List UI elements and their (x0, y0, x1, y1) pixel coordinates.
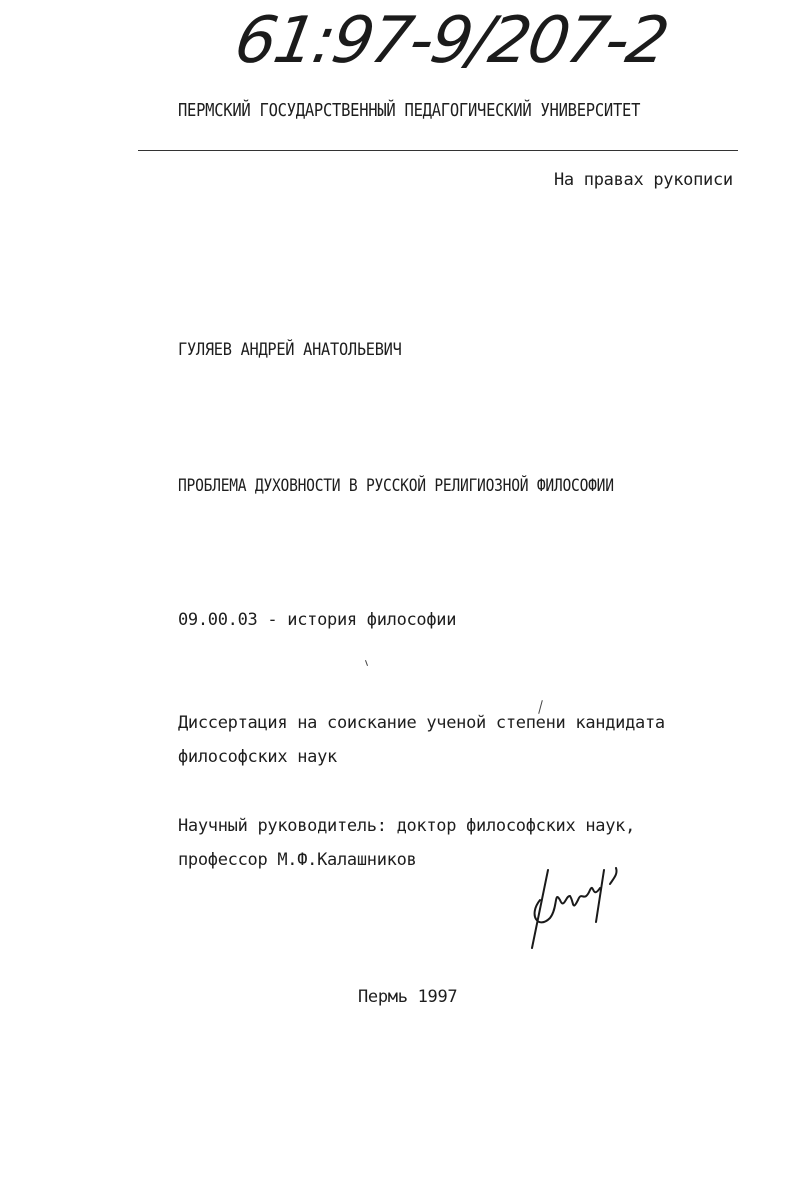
degree-statement-line-1: Диссертация на соискание ученой степени кандидата (178, 713, 665, 733)
university-name: ПЕРМСКИЙ ГОСУДАРСТВЕННЫЙ ПЕДАГОГИЧЕСКИЙ УНИВЕРСИТЕТ (178, 100, 641, 121)
thesis-title: ПРОБЛЕМА ДУХОВНОСТИ В РУССКОЙ РЕЛИГИОЗНОЙ ФИЛОСОФИИ (178, 476, 614, 496)
advisor-line-2: профессор М.Ф.Калашников (178, 850, 417, 870)
scan-speck (538, 700, 543, 714)
specialty-code: 09.00.03 - история философии (178, 610, 457, 630)
city-year: Пермь 1997 (358, 987, 458, 1007)
header-divider (138, 150, 738, 151)
author-name: ГУЛЯЕВ АНДРЕЙ АНАТОЛЬЕВИЧ (178, 340, 402, 360)
advisor-line-1: Научный руководитель: доктор философских наук, (178, 816, 636, 836)
archive-number-stamp: 61:97-9/207-2 (229, 4, 673, 78)
scan-speck (365, 660, 368, 666)
rights-note: На правах рукописи (554, 170, 733, 190)
degree-statement-line-2: философских наук (178, 747, 337, 767)
handwritten-signature-icon (520, 860, 630, 955)
